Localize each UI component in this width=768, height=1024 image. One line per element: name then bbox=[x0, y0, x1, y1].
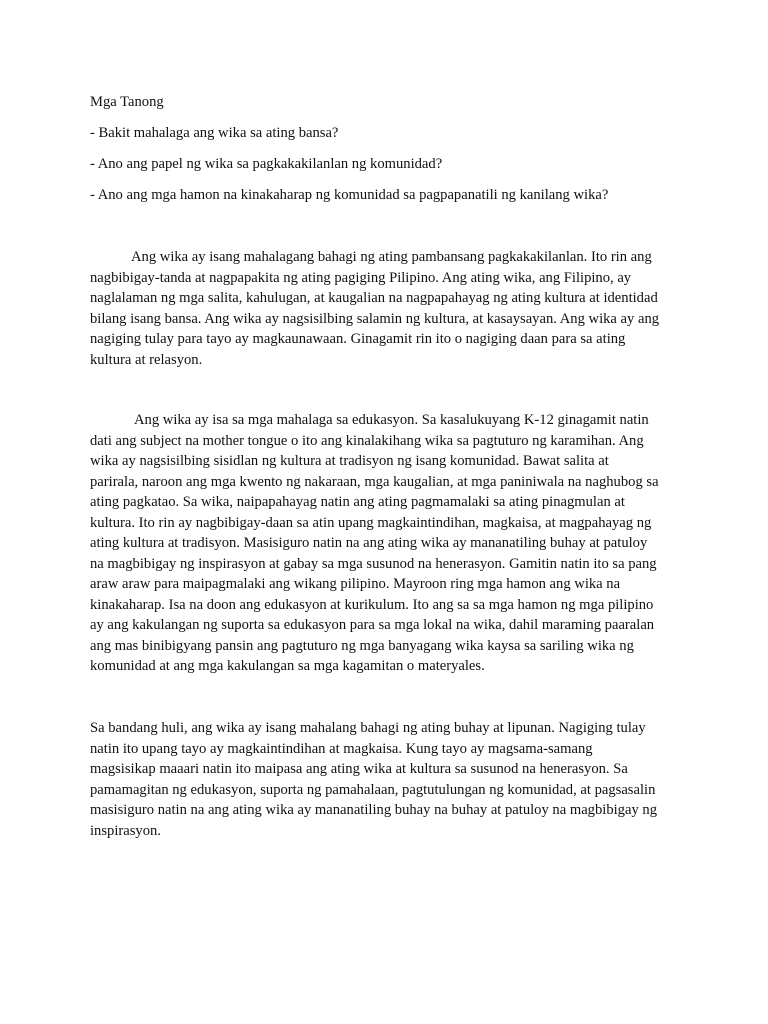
paragraph-line: magsisikap maaari natin ito maipasa ang ating wika at kultura sa susunod na henerasyon. Sa bbox=[90, 761, 628, 777]
paragraph-line: kinakaharap. Isa na doon ang edukasyon at kurikulum. Ito ang sa sa mga hamon ng mga pilipino bbox=[90, 596, 654, 613]
paragraph-line: wika ay nagsisilbing sisidlan ng kultura at tradisyon ng isang komunidad. Bawat salita at bbox=[90, 453, 609, 469]
paragraph-line: Sa bandang huli, ang wika ay isang mahalang bahagi ng ating buhay at lipunan. Nagiging tulay bbox=[90, 720, 646, 736]
paragraph-line: dati ang subject na mother tongue o ito ang kinalakihang wika sa pagtuturo ng karamihan. Ang bbox=[90, 432, 644, 449]
paragraph-line: inspirasyon. bbox=[90, 822, 161, 839]
paragraph-line: parirala, naroon ang mga kwento ng nakaraan, mga kaugalian, at mga paniniwala na naghubog sa bbox=[90, 473, 659, 490]
paragraph-line: ang mas binibigyang pansin ang pagtuturo ng mga banyagang wika kaysa sa sariling wika ng bbox=[90, 637, 634, 654]
paragraph-line: nagiging tulay para tayo ay magkaunawaan. Ginagamit rin ito o nagiging daan para sa ating bbox=[90, 331, 626, 347]
paragraph-line: Ang wika ay isa sa mga mahalaga sa edukasyon. Sa kasalukuyang K-12 ginagamit natin bbox=[134, 412, 649, 428]
paragraph-line: ating pagkatao. Sa wika, naipapahayag natin ang ating pagmamalaki sa ating pinagmulan at bbox=[90, 494, 625, 510]
paragraph-line: masisiguro natin na ang ating wika ay mananatiling buhay na buhay at patuloy na magbibigay ng bbox=[90, 802, 657, 818]
paragraph-line: komunidad at ang mga kakulangan sa mga kagamitan o materyales. bbox=[90, 658, 485, 674]
paragraph-line: ating kultura at tradisyon. Masisiguro natin na ang ating wika ay mananatiling buhay at patuloy bbox=[90, 535, 648, 551]
paragraph-line: pamamagitan ng edukasyon, suporta ng pamahalaan, pagtutulungan ng komunidad, at pagsasalin bbox=[90, 781, 656, 798]
questions-list bbox=[90, 123, 608, 216]
paragraph-line: Ang wika ay isang mahalagang bahagi ng ating pambansang pagkakakilanlan. Ito rin ang bbox=[131, 249, 652, 265]
paragraph-line: araw araw para maipagmalaki ang wikang pilipino. Mayroon ring mga hamon ang wika na bbox=[90, 576, 621, 592]
paragraph-2 bbox=[90, 410, 659, 677]
paragraph-line: nagbibigay-tanda at nagpapakita ng ating pagiging Pilipino. Ang ating wika, ang Filipino, ay bbox=[90, 269, 632, 286]
paragraph-line: kultura at relasyon. bbox=[90, 351, 203, 368]
paragraph-line: bilang isang bansa. Ang wika ay nagsisilbing salamin ng kultura, at kasaysayan. Ang wika ay ang bbox=[90, 310, 660, 327]
paragraph-line: na magbibigay ng inspirasyon at gabay sa mga susunod na henerasyon. Gamitin natin ito sa pang bbox=[90, 555, 657, 572]
paragraph-1 bbox=[90, 247, 659, 370]
paragraph-line: kultura. Ito rin ay nagbibigay-daan sa atin upang magkaintindihan, magkaisa, at magpahayag ng bbox=[90, 514, 652, 531]
question-item: - Ano ang papel ng wika sa pagkakakilanlan ng komunidad? bbox=[90, 156, 443, 172]
questions-heading: Mga Tanong bbox=[90, 94, 164, 110]
paragraph-line: natin ito upang tayo ay magkaintindihan at magkaisa. Kung tayo ay magsama-samang bbox=[90, 740, 593, 757]
question-item: - Ano ang mga hamon na kinakaharap ng komunidad sa pagpapanatili ng kanilang wika? bbox=[90, 187, 609, 203]
paragraph-line: naglalaman ng mga salita, kahulugan, at kaugalian na nagpapahayag ng ating kultura at identidad bbox=[90, 290, 658, 306]
paragraph-3 bbox=[90, 718, 657, 841]
paragraph-line: ay ang kakulangan ng suporta sa edukasyon para sa mga lokal na wika, dahil maraming paaralan bbox=[90, 617, 655, 633]
question-item: - Bakit mahalaga ang wika sa ating bansa? bbox=[90, 125, 339, 141]
